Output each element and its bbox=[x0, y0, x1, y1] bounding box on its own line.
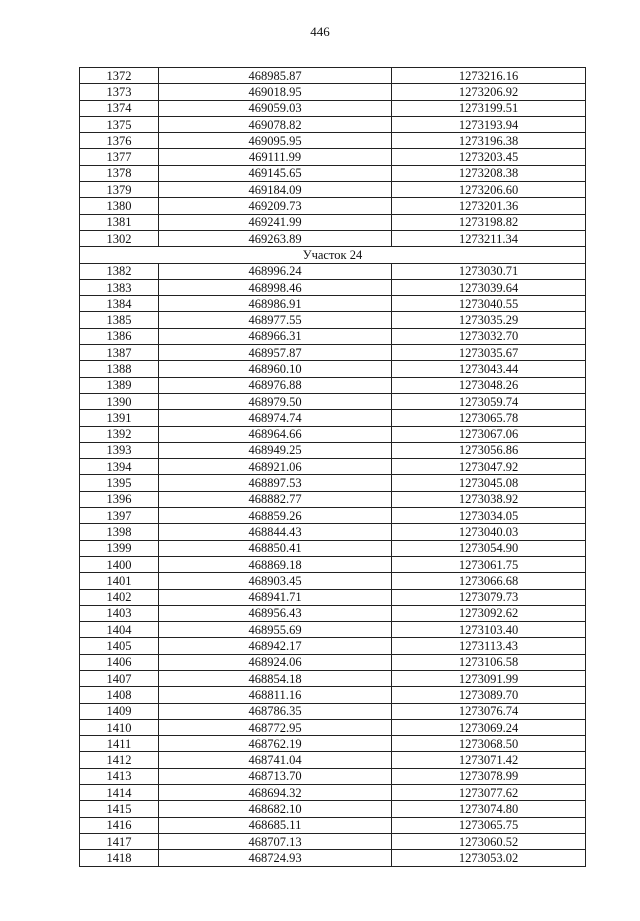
y-coordinate-cell: 1273208.38 bbox=[392, 165, 586, 181]
y-coordinate-cell: 1273045.08 bbox=[392, 475, 586, 491]
point-number-cell: 1396 bbox=[80, 491, 159, 507]
point-number-cell: 1373 bbox=[80, 84, 159, 100]
table-row bbox=[80, 263, 586, 279]
x-coordinate-cell: 468786.35 bbox=[159, 703, 392, 719]
x-coordinate-cell: 468850.41 bbox=[159, 540, 392, 556]
table-row bbox=[80, 768, 586, 784]
point-number-cell: 1374 bbox=[80, 100, 159, 116]
y-coordinate-cell: 1273040.03 bbox=[392, 524, 586, 540]
table-body-after bbox=[80, 263, 586, 866]
y-coordinate-cell: 1273048.26 bbox=[392, 377, 586, 393]
table-row bbox=[80, 605, 586, 621]
point-number-cell: 1401 bbox=[80, 573, 159, 589]
table-row bbox=[80, 540, 586, 556]
x-coordinate-cell: 468713.70 bbox=[159, 768, 392, 784]
table-row bbox=[80, 442, 586, 458]
x-coordinate-cell: 468869.18 bbox=[159, 556, 392, 572]
y-coordinate-cell: 1273077.62 bbox=[392, 785, 586, 801]
table-row bbox=[80, 116, 586, 132]
x-coordinate-cell: 468964.66 bbox=[159, 426, 392, 442]
point-number-cell: 1391 bbox=[80, 410, 159, 426]
x-coordinate-cell: 469018.95 bbox=[159, 84, 392, 100]
x-coordinate-cell: 469095.95 bbox=[159, 133, 392, 149]
table-row bbox=[80, 687, 586, 703]
table-row bbox=[80, 833, 586, 849]
y-coordinate-cell: 1273074.80 bbox=[392, 801, 586, 817]
point-number-cell: 1406 bbox=[80, 654, 159, 670]
page-number: 446 bbox=[310, 24, 330, 39]
point-number-cell: 1397 bbox=[80, 508, 159, 524]
point-number-cell: 1402 bbox=[80, 589, 159, 605]
y-coordinate-cell: 1273065.75 bbox=[392, 817, 586, 833]
y-coordinate-cell: 1273193.94 bbox=[392, 116, 586, 132]
x-coordinate-cell: 468694.32 bbox=[159, 785, 392, 801]
table-row bbox=[80, 670, 586, 686]
x-coordinate-cell: 469263.89 bbox=[159, 230, 392, 246]
y-coordinate-cell: 1273103.40 bbox=[392, 622, 586, 638]
table-body-before bbox=[80, 68, 586, 247]
y-coordinate-cell: 1273091.99 bbox=[392, 670, 586, 686]
point-number-cell: 1400 bbox=[80, 556, 159, 572]
point-number-cell: 1404 bbox=[80, 622, 159, 638]
point-number-cell: 1302 bbox=[80, 230, 159, 246]
y-coordinate-cell: 1273199.51 bbox=[392, 100, 586, 116]
y-coordinate-cell: 1273106.58 bbox=[392, 654, 586, 670]
y-coordinate-cell: 1273211.34 bbox=[392, 230, 586, 246]
point-number-cell: 1398 bbox=[80, 524, 159, 540]
point-number-cell: 1385 bbox=[80, 312, 159, 328]
table-row bbox=[80, 410, 586, 426]
section-header-row bbox=[80, 247, 586, 263]
y-coordinate-cell: 1273089.70 bbox=[392, 687, 586, 703]
y-coordinate-cell: 1273047.92 bbox=[392, 459, 586, 475]
table-row bbox=[80, 426, 586, 442]
x-coordinate-cell: 468949.25 bbox=[159, 442, 392, 458]
table-row bbox=[80, 638, 586, 654]
x-coordinate-cell: 468741.04 bbox=[159, 752, 392, 768]
point-number-cell: 1410 bbox=[80, 719, 159, 735]
table-row bbox=[80, 508, 586, 524]
point-number-cell: 1381 bbox=[80, 214, 159, 230]
x-coordinate-cell: 469078.82 bbox=[159, 116, 392, 132]
point-number-cell: 1408 bbox=[80, 687, 159, 703]
x-coordinate-cell: 468998.46 bbox=[159, 279, 392, 295]
y-coordinate-cell: 1273053.02 bbox=[392, 850, 586, 866]
point-number-cell: 1383 bbox=[80, 279, 159, 295]
x-coordinate-cell: 468985.87 bbox=[159, 68, 392, 84]
x-coordinate-cell: 468724.93 bbox=[159, 850, 392, 866]
table-row bbox=[80, 377, 586, 393]
x-coordinate-cell: 468772.95 bbox=[159, 719, 392, 735]
table-row bbox=[80, 573, 586, 589]
x-coordinate-cell: 468859.26 bbox=[159, 508, 392, 524]
table-row bbox=[80, 84, 586, 100]
y-coordinate-cell: 1273069.24 bbox=[392, 719, 586, 735]
table-row bbox=[80, 230, 586, 246]
table-row bbox=[80, 850, 586, 866]
y-coordinate-cell: 1273068.50 bbox=[392, 736, 586, 752]
section-header-group bbox=[80, 247, 586, 263]
y-coordinate-cell: 1273034.05 bbox=[392, 508, 586, 524]
table-row bbox=[80, 801, 586, 817]
table-row bbox=[80, 556, 586, 572]
x-coordinate-cell: 468956.43 bbox=[159, 605, 392, 621]
point-number-cell: 1407 bbox=[80, 670, 159, 686]
table-row bbox=[80, 736, 586, 752]
y-coordinate-cell: 1273067.06 bbox=[392, 426, 586, 442]
table-row bbox=[80, 817, 586, 833]
y-coordinate-cell: 1273206.92 bbox=[392, 84, 586, 100]
y-coordinate-cell: 1273038.92 bbox=[392, 491, 586, 507]
y-coordinate-cell: 1273030.71 bbox=[392, 263, 586, 279]
table-row bbox=[80, 361, 586, 377]
table-row bbox=[80, 475, 586, 491]
x-coordinate-cell: 468977.55 bbox=[159, 312, 392, 328]
point-number-cell: 1415 bbox=[80, 801, 159, 817]
point-number-cell: 1395 bbox=[80, 475, 159, 491]
coordinates-table bbox=[79, 67, 586, 867]
table-row bbox=[80, 589, 586, 605]
x-coordinate-cell: 469209.73 bbox=[159, 198, 392, 214]
point-number-cell: 1387 bbox=[80, 345, 159, 361]
point-number-cell: 1384 bbox=[80, 296, 159, 312]
x-coordinate-cell: 468976.88 bbox=[159, 377, 392, 393]
point-number-cell: 1379 bbox=[80, 182, 159, 198]
point-number-cell: 1416 bbox=[80, 817, 159, 833]
x-coordinate-cell: 468811.16 bbox=[159, 687, 392, 703]
y-coordinate-cell: 1273066.68 bbox=[392, 573, 586, 589]
point-number-cell: 1388 bbox=[80, 361, 159, 377]
y-coordinate-cell: 1273071.42 bbox=[392, 752, 586, 768]
x-coordinate-cell: 468979.50 bbox=[159, 393, 392, 409]
y-coordinate-cell: 1273056.86 bbox=[392, 442, 586, 458]
table-row bbox=[80, 752, 586, 768]
point-number-cell: 1412 bbox=[80, 752, 159, 768]
table-row bbox=[80, 703, 586, 719]
table-row bbox=[80, 312, 586, 328]
table-row bbox=[80, 345, 586, 361]
table-row bbox=[80, 68, 586, 84]
table-row bbox=[80, 719, 586, 735]
table-row bbox=[80, 622, 586, 638]
x-coordinate-cell: 469184.09 bbox=[159, 182, 392, 198]
y-coordinate-cell: 1273113.43 bbox=[392, 638, 586, 654]
point-number-cell: 1390 bbox=[80, 393, 159, 409]
x-coordinate-cell: 468957.87 bbox=[159, 345, 392, 361]
x-coordinate-cell: 468960.10 bbox=[159, 361, 392, 377]
y-coordinate-cell: 1273078.99 bbox=[392, 768, 586, 784]
y-coordinate-cell: 1273198.82 bbox=[392, 214, 586, 230]
x-coordinate-cell: 468762.19 bbox=[159, 736, 392, 752]
section-title: Участок 24 bbox=[80, 247, 586, 263]
y-coordinate-cell: 1273060.52 bbox=[392, 833, 586, 849]
x-coordinate-cell: 468942.17 bbox=[159, 638, 392, 654]
table-row bbox=[80, 524, 586, 540]
point-number-cell: 1372 bbox=[80, 68, 159, 84]
x-coordinate-cell: 469059.03 bbox=[159, 100, 392, 116]
x-coordinate-cell: 469111.99 bbox=[159, 149, 392, 165]
y-coordinate-cell: 1273206.60 bbox=[392, 182, 586, 198]
point-number-cell: 1393 bbox=[80, 442, 159, 458]
table-row bbox=[80, 279, 586, 295]
x-coordinate-cell: 468941.71 bbox=[159, 589, 392, 605]
x-coordinate-cell: 469145.65 bbox=[159, 165, 392, 181]
table-row bbox=[80, 182, 586, 198]
table-row bbox=[80, 214, 586, 230]
y-coordinate-cell: 1273054.90 bbox=[392, 540, 586, 556]
x-coordinate-cell: 468685.11 bbox=[159, 817, 392, 833]
table-row bbox=[80, 654, 586, 670]
point-number-cell: 1413 bbox=[80, 768, 159, 784]
x-coordinate-cell: 468996.24 bbox=[159, 263, 392, 279]
point-number-cell: 1403 bbox=[80, 605, 159, 621]
x-coordinate-cell: 468882.77 bbox=[159, 491, 392, 507]
y-coordinate-cell: 1273039.64 bbox=[392, 279, 586, 295]
point-number-cell: 1414 bbox=[80, 785, 159, 801]
x-coordinate-cell: 469241.99 bbox=[159, 214, 392, 230]
y-coordinate-cell: 1273079.73 bbox=[392, 589, 586, 605]
point-number-cell: 1375 bbox=[80, 116, 159, 132]
y-coordinate-cell: 1273065.78 bbox=[392, 410, 586, 426]
y-coordinate-cell: 1273059.74 bbox=[392, 393, 586, 409]
point-number-cell: 1417 bbox=[80, 833, 159, 849]
x-coordinate-cell: 468986.91 bbox=[159, 296, 392, 312]
x-coordinate-cell: 468897.53 bbox=[159, 475, 392, 491]
y-coordinate-cell: 1273061.75 bbox=[392, 556, 586, 572]
x-coordinate-cell: 468955.69 bbox=[159, 622, 392, 638]
table-row bbox=[80, 785, 586, 801]
table-row bbox=[80, 133, 586, 149]
y-coordinate-cell: 1273076.74 bbox=[392, 703, 586, 719]
table-row bbox=[80, 198, 586, 214]
y-coordinate-cell: 1273201.36 bbox=[392, 198, 586, 214]
point-number-cell: 1394 bbox=[80, 459, 159, 475]
point-number-cell: 1409 bbox=[80, 703, 159, 719]
y-coordinate-cell: 1273035.67 bbox=[392, 345, 586, 361]
x-coordinate-cell: 468903.45 bbox=[159, 573, 392, 589]
y-coordinate-cell: 1273092.62 bbox=[392, 605, 586, 621]
point-number-cell: 1405 bbox=[80, 638, 159, 654]
y-coordinate-cell: 1273040.55 bbox=[392, 296, 586, 312]
table-row bbox=[80, 296, 586, 312]
table-row bbox=[80, 328, 586, 344]
table-row bbox=[80, 149, 586, 165]
point-number-cell: 1382 bbox=[80, 263, 159, 279]
point-number-cell: 1377 bbox=[80, 149, 159, 165]
point-number-cell: 1386 bbox=[80, 328, 159, 344]
point-number-cell: 1392 bbox=[80, 426, 159, 442]
y-coordinate-cell: 1273032.70 bbox=[392, 328, 586, 344]
x-coordinate-cell: 468924.06 bbox=[159, 654, 392, 670]
x-coordinate-cell: 468854.18 bbox=[159, 670, 392, 686]
point-number-cell: 1380 bbox=[80, 198, 159, 214]
x-coordinate-cell: 468844.43 bbox=[159, 524, 392, 540]
y-coordinate-cell: 1273203.45 bbox=[392, 149, 586, 165]
table-row bbox=[80, 459, 586, 475]
table-row bbox=[80, 491, 586, 507]
point-number-cell: 1411 bbox=[80, 736, 159, 752]
point-number-cell: 1418 bbox=[80, 850, 159, 866]
x-coordinate-cell: 468974.74 bbox=[159, 410, 392, 426]
point-number-cell: 1378 bbox=[80, 165, 159, 181]
table-row bbox=[80, 165, 586, 181]
table-row bbox=[80, 100, 586, 116]
x-coordinate-cell: 468682.10 bbox=[159, 801, 392, 817]
x-coordinate-cell: 468707.13 bbox=[159, 833, 392, 849]
x-coordinate-cell: 468921.06 bbox=[159, 459, 392, 475]
y-coordinate-cell: 1273196.38 bbox=[392, 133, 586, 149]
x-coordinate-cell: 468966.31 bbox=[159, 328, 392, 344]
point-number-cell: 1376 bbox=[80, 133, 159, 149]
point-number-cell: 1399 bbox=[80, 540, 159, 556]
table-row bbox=[80, 393, 586, 409]
y-coordinate-cell: 1273216.16 bbox=[392, 68, 586, 84]
point-number-cell: 1389 bbox=[80, 377, 159, 393]
y-coordinate-cell: 1273035.29 bbox=[392, 312, 586, 328]
y-coordinate-cell: 1273043.44 bbox=[392, 361, 586, 377]
